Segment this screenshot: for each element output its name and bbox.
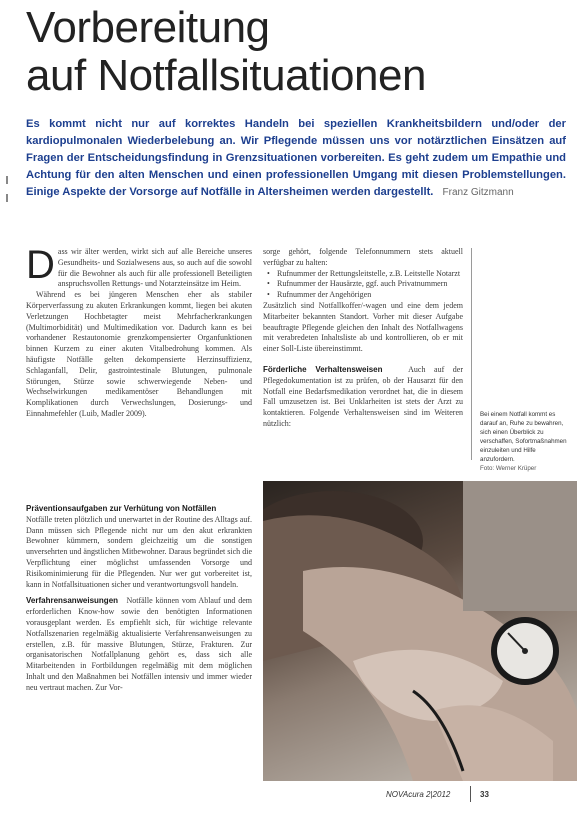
column-2 [263, 247, 463, 430]
page-number: 33 [480, 790, 489, 799]
lead-paragraph [26, 116, 566, 201]
phone-number-list [263, 269, 463, 301]
author-name: Franz Gitzmann [442, 187, 514, 198]
lead-text: Es kommt nicht nur auf korrektes Handeln bei speziellen Krankheitsbildern und/oder der kardiopulmonalen Wiederbelebung an. Wir Pflegende müssen uns vor notärztlichen Einsätzen auf Fragen der Entscheidungsfindung in Grenzsituationen vorbereiten. Es geht zudem um Empathie und Achtung für den alten Menschen und einen professionellen Umgang mit diesen Problemstellungen. Einige Aspekte der Vorsorge auf Notfälle in Altersheimen werden dargestellt. [26, 118, 566, 198]
caption-text: Bei einem Notfall kommt es darauf an, Ruhe zu bewahren, sich einen Überblick zu verschaffen, Sofortmaßnahmen einzuleiten und Hilfe anzufordern. [480, 411, 567, 463]
paragraph-text: Auch auf der Pflegedokumentation ist zu prüfen, ob der Hausarzt für den Notfall eine Bedarfsmedikation verordnet hat, die in diesem Fall umzusetzen ist. Bei Unklarheiten ist stets der Arzt zu kontaktieren. Folgende Verhaltensweisen sind im Weiteren nützlich: [263, 364, 463, 428]
column-1-top [26, 243, 252, 420]
margin-mark [6, 176, 8, 184]
column-1-bottom [26, 504, 252, 694]
dropcap: D [26, 243, 55, 287]
paragraph: Notfälle treten plötzlich und unerwartet in der Routine des Alltags auf. Dann müssen sich Pflegende nicht nur um den akut erkrankten Bewohner kümmern, sondern gleichzeitig um die sonstigen unversehrten und ängstlichen Mitbewohner. Daraus begründet sich die Verpflichtung einer möglichst umfassenden Vorsorge und Risikominimierung für die Pflegenden. Nur wer gut vorbereitet ist, kann in Notfallsituationen sicher und verantwortungsvoll handeln. [26, 514, 252, 589]
paragraph-text: Notfälle können vom Ablauf und dem erforderlichen Know-how sowie den benötigten Informationen vorausgeplant werden. Es empfiehlt sich, für wichtige relevante Notfallszenarien regelmäßig aktualisierte Verfahrensanweisungen zu erstellen, z.B. für massive Blutungen, Stürze, Frakturen. Zur organisatorischen Notfallplanung gehört es, dass sich alle Mitarbeitenden in Fortbildungen regelmäßig mit dem möglichen Inhalt und den Maßnahmen bei Notfällen intensiv und immer wieder neu vertraut machen. Zur Vor- [26, 596, 253, 692]
paragraph: Zusätzlich sind Notfallkoffer/-wagen und eine dem jedem Mitarbeiter bekannten Standort. Vorher mit dieser Aufgabe beauftragte Pflegende gleichen den Inhalt des Notfallwagens mit verabredeten Inhaltsliste ab und kontrollieren, ob er mit einer Soll-Liste übereinstimmt. [263, 300, 463, 354]
article-title [26, 4, 566, 100]
intro-paragraph [26, 243, 252, 290]
column-divider [471, 248, 472, 460]
journal-name: NOVAcura 2|2012 [386, 790, 451, 799]
footer-divider [470, 786, 471, 802]
paragraph: sorge gehört, folgende Telefonnummern stets aktuell verfügbar zu halten: [263, 247, 463, 267]
margin-mark [6, 194, 8, 202]
title-line-1: Vorbereitung [26, 3, 270, 52]
photo-blood-pressure-measurement [263, 481, 577, 781]
section-heading: Förderliche Verhaltensweisen [263, 364, 383, 374]
photo-caption [480, 410, 572, 473]
section-heading: Präventionsaufgaben zur Verhütung von Notfällen [26, 504, 217, 513]
list-item: • Rufnummer der Angehörigen [273, 290, 463, 301]
paragraph: Während es bei jüngeren Menschen eher als stabiler Körperverfassung zu akuten Erkrankungen kommt, liegen bei akuten Verletzungen Hochbetagter meist Mehrfacherkrankungen (Multimorbidität) und Multimedikation vor. Dadurch kann es bei vorhandener Restautonomie grenzkompensierter Organfunktionen binnen Kurzem zu einer akuten Vitalbedrohung kommen. Als häufigste Notfälle gelten dekompensierte Herzinsuffizienz, Schlaganfall, Delir, gastrointestinale Blutungen, pulmonale Störungen, Stürze sowie schwerwiegende Neben- und Wechselwirkungen medikamentöser Behandlungen mit Komplikationen durch Verwechslungen, Dosierungs- und Einnahmefehler (Luib, Madler 2009). [26, 290, 252, 418]
section-heading: Verfahrensanweisungen [26, 596, 119, 606]
title-line-2: auf Notfallsituationen [26, 51, 426, 100]
photo-credit: Foto: Werner Krüper [480, 465, 537, 472]
list-item: • Rufnummer der Rettungsleitstelle, z.B. Leitstelle Notarzt [273, 269, 463, 280]
intro-text: ass wir älter werden, wirkt sich auf alle Bereiche unseres Gesundheits- und Sozialwesens aus, so auch auf die sowohl für die Bewohner als auch für alle professionell Beteiligten anspruchsvollen Rettungs- und Notarzteinsätze im Heim. [57, 247, 252, 289]
list-item: • Rufnummer der Hausärzte, ggf. auch Privatnummern [273, 279, 463, 290]
photo-illustration [263, 481, 577, 781]
